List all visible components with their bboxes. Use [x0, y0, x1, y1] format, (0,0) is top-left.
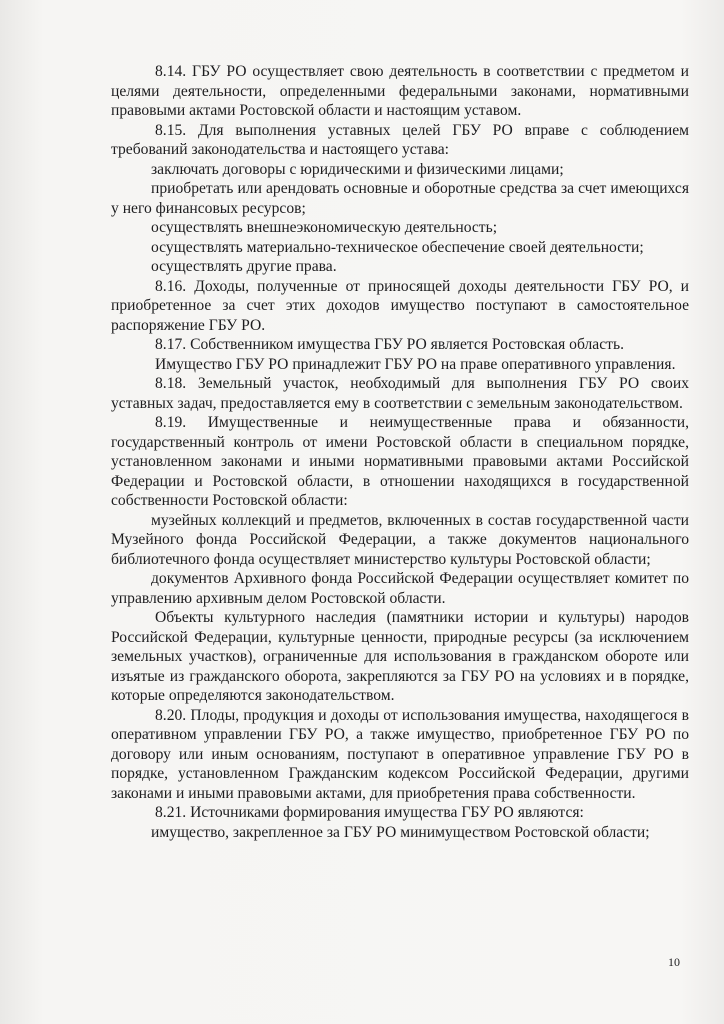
paragraph-8-21: 8.21. Источниками формирования имущества ГБУ РО являются:: [155, 804, 584, 821]
paragraph-text: Объекты культурного наследия (памятники истории и культуры) народов Российской Федерации, культурные ценности, природные ресурсы (за исключением земельных участков), ограниченные для использования в гражданском обороте или изъятые из гражданского оборота, закрепляются за ГБУ РО на условиях и в порядке, которые определяются законодательством.: [111, 609, 689, 704]
document-body: [111, 62, 689, 842]
list-item: музейных коллекций и предметов, включенных в состав государственной части Музейного фонда Российской Федерации, а также документов национального библиотечного фонда осуществляет министерство культуры Ростовской области;: [111, 511, 689, 568]
list-item: осуществлять материально-техническое обеспечение своей деятельности;: [151, 238, 644, 256]
paragraph-8-16: 8.16. Доходы, полученные от приносящей доходы деятельности ГБУ РО, и приобретенное за счет этих доходов имущество поступают в самостоятельное распоряжение ГБУ РО.: [111, 277, 689, 334]
paragraph-8-20: 8.20. Плоды, продукция и доходы от использования имущества, находящегося в оперативном управлении ГБУ РО, а также имущество, приобретенное ГБУ РО по договору или иным основаниям, поступают в оперативное управление ГБУ РО в порядке, установленном Гражданским кодексом Российской Федерации, другими законами и иными правовыми актами, для приобретения права собственности.: [111, 706, 689, 802]
page-number: 10: [668, 955, 680, 969]
list-item: осуществлять внешнеэкономическую деятельность;: [151, 219, 498, 236]
list-item: заключать договоры с юридическими и физическими лицами;: [151, 160, 564, 178]
paragraph-text: Имущество ГБУ РО принадлежит ГБУ РО на праве оперативного управления.: [155, 355, 676, 373]
paragraph-8-18: 8.18. Земельный участок, необходимый для выполнения ГБУ РО своих уставных задач, предоставляется ему в соответствии с земельным законодательством.: [111, 375, 689, 412]
list-item: имущество, закрепленное за ГБУ РО минимуществом Ростовской области;: [151, 823, 650, 841]
paragraph-8-17: 8.17. Собственником имущества ГБУ РО является Ростовская область.: [155, 336, 624, 353]
list-item: осуществлять другие права.: [151, 258, 337, 275]
list-item: приобретать или арендовать основные и оборотные средства за счет имеющихся у него финансовых ресурсов;: [111, 180, 689, 217]
paragraph-8-15: 8.15. Для выполнения уставных целей ГБУ РО вправе с соблюдением требований законодательства и настоящего устава:: [111, 121, 689, 158]
list-item: документов Архивного фонда Российской Федерации осуществляет комитет по управлению архивным делом Ростовской области.: [111, 570, 689, 607]
paragraph-8-14: 8.14. ГБУ РО осуществляет свою деятельность в соответствии с предметом и целями деятельности, определенными федеральными законами, нормативными правовыми актами Ростовской области и настоящим уставом.: [111, 63, 689, 119]
paragraph-8-19: 8.19. Имущественные и неимущественные права и обязанности, государственный контроль от имени Ростовской области в специальном порядке, установленном законами и иными нормативными правовыми актами Российской Федерации и Ростовской области, в отношении находящихся в государственной собственности Ростовской области:: [111, 414, 689, 509]
